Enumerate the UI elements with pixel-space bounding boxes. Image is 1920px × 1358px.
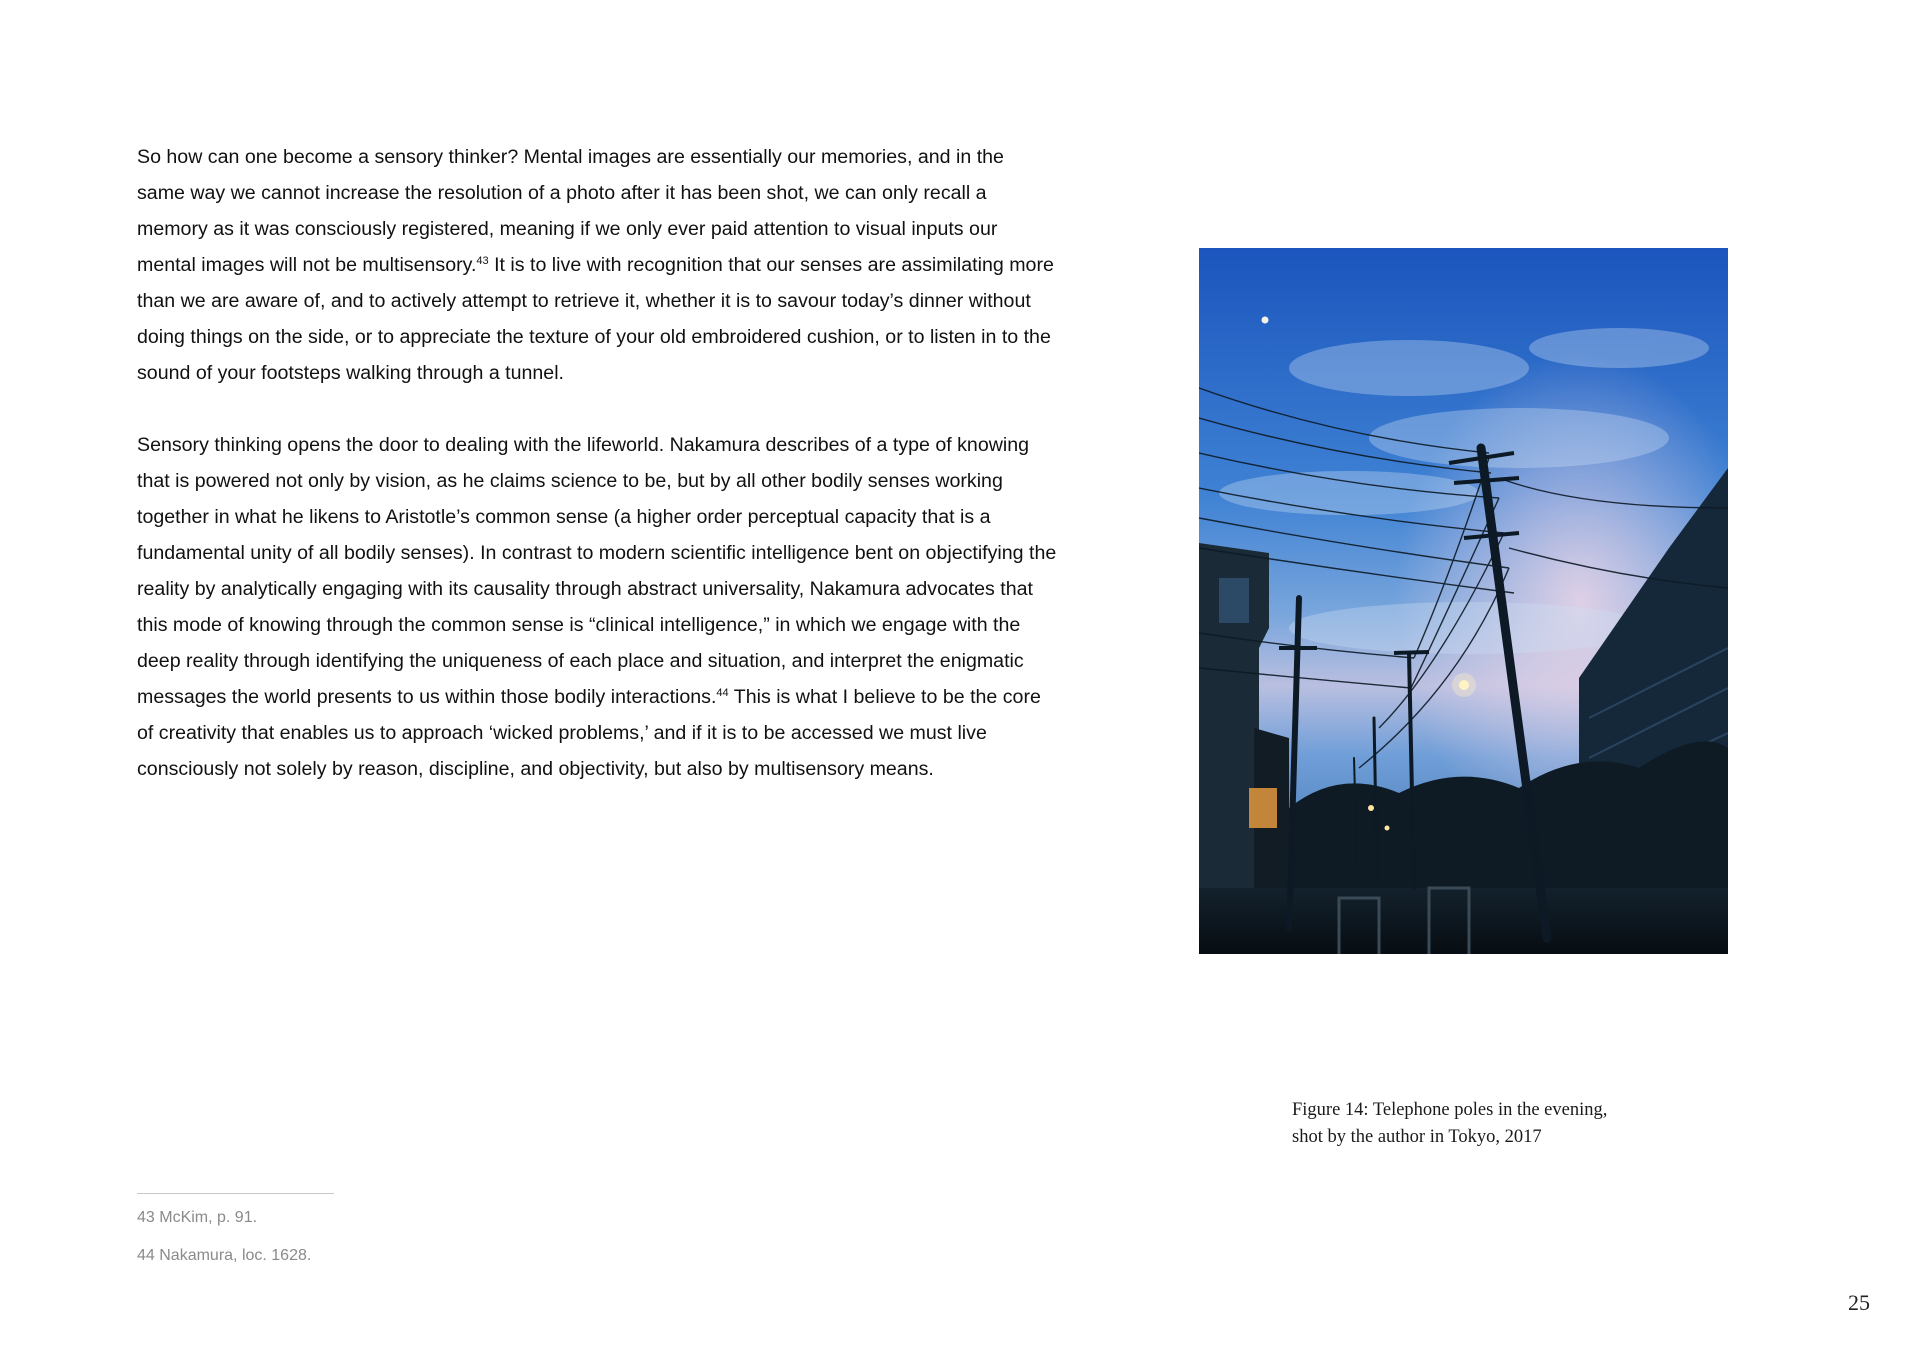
body-text: [137, 139, 1057, 823]
paragraph-2-text-a: Sensory thinking opens the door to dealing with the lifeworld. Nakamura describes of a type of knowing that is powered not only by vision, as he claims science to be, but by all other bodily senses working together in what he likens to Aristotle’s common sense (a higher order perceptual capacity that is a fundamental unity of all bodily senses). In contrast to modern scientific intelligence bent on objectifying the reality by analytically engaging with its causality through abstract universality, Nakamura advocates that this mode of knowing through the common sense is “clinical intelligence,” in which we engage with the deep reality through identifying the uniqueness of each place and situation, and interpret the enigmatic messages the world presents to us within those bodily interactions.: [137, 434, 1057, 708]
paragraph-2: [137, 427, 1057, 787]
telephone-poles-photo: [1199, 248, 1728, 954]
paragraph-1-text-b: It is to live with recognition that our senses are assimilating more than we are aware of, and to actively attempt to retrieve it, whether it is to savour today’s dinner without doing things on the side, or to appreciate the texture of your old embroidered cushion, or to listen in to the sound of your footsteps walking through a tunnel.: [137, 254, 1054, 384]
footnote-ref-43[interactable]: 43: [476, 255, 489, 267]
footnotes: [137, 1204, 311, 1280]
figure-caption: [1292, 1097, 1732, 1151]
paragraph-1: [137, 139, 1057, 391]
paragraph-1-text-a: So how can one become a sensory thinker? Mental images are essentially our memories, and in the same way we cannot increase the resolution of a photo after it has been shot, we can only recall a memory as it was consciously registered, meaning if we only ever paid attention to visual inputs our mental images will not be multisensory.: [137, 146, 1004, 276]
page-number: 25: [1848, 1290, 1870, 1315]
figure-caption-line-1: Figure 14: Telephone poles in the evening,: [1292, 1100, 1608, 1120]
paragraph-2-text-b: This is what I believe to be the core of creativity that enables us to approach ‘wicked problems,’ and if it is to be accessed we must live consciously not solely by reason, discipline, and objectivity, but also by multisensory means.: [137, 686, 1041, 780]
figure-photo: [1199, 248, 1728, 954]
footnote-divider: [137, 1193, 334, 1194]
figure-caption-line-2: shot by the author in Tokyo, 2017: [1292, 1127, 1542, 1147]
footnote-44: 44 Nakamura, loc. 1628.: [137, 1247, 312, 1264]
footnote-ref-44[interactable]: 44: [716, 687, 729, 699]
footnote-43: 43 McKim, p. 91.: [137, 1209, 258, 1226]
